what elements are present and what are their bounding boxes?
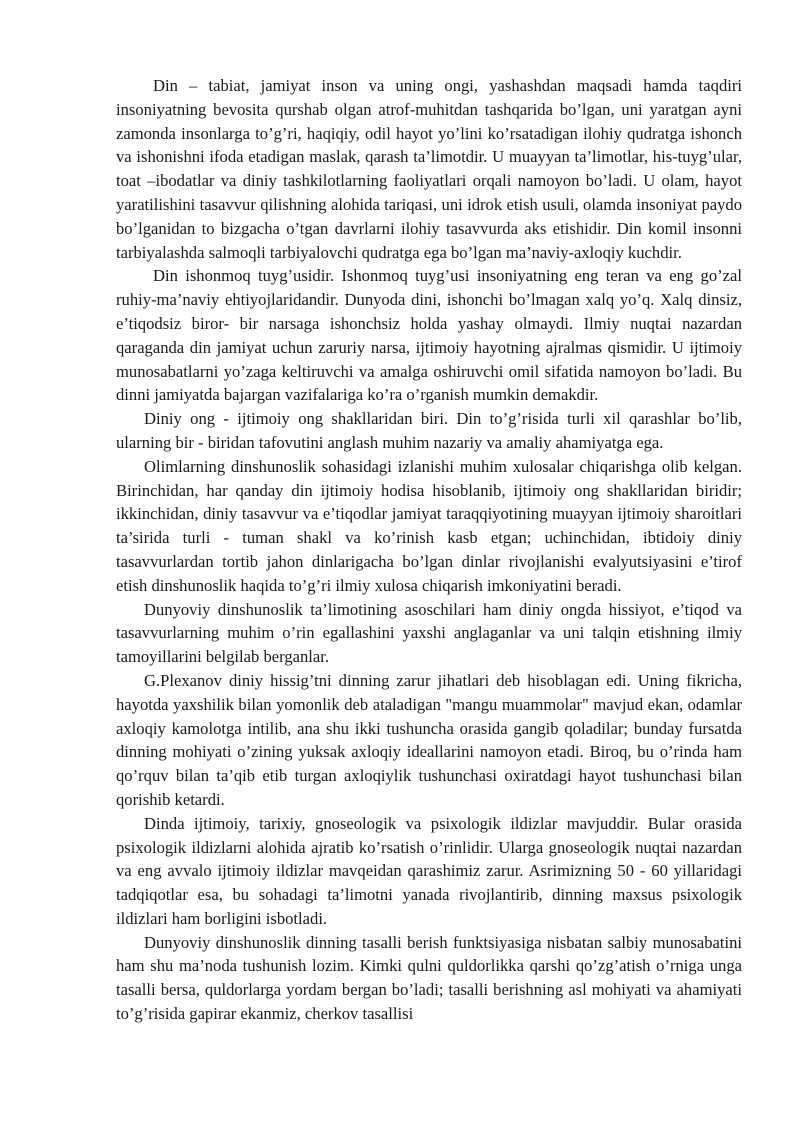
paragraph-din-definition: Din – tabiat, jamiyat inson va uning ongi, yashashdan maqsadi hamda taqdiri insoniyatning bevosita qurshab olgan atrof-muhitdan tashqarida bo’lgan, uni yaratgan ayni zamonda insonlarga to’g’ri, haqiqiy, odil hayot yo’lini ko’rsatadigan ilohiy qudratga ishonch va ishonishni ifoda etadigan maslak, qarash ta’limotdir. U muayyan ta’limotlar, his-tuyg’ular, toat –ibodatlar va diniy tashkilotlarning faoliyatlari orqali namoyon bo’ladi. U olam, hayot yaratilishini tasavvur qilishning alohida tariqasi, uni idrok etish usuli, olamda insoniyat paydo bo’lganidan to bizgacha o’tgan davrlarni ilohiy tasavvurda aks etishidir. Din komil insonni tarbiyalashda salmoqli tarbiyalovchi qudratga ega bo’lgan ma’naviy-axloqiy kuchdir. [116, 76, 742, 262]
paragraph-dunyoviy-asoschilari: Dunyoviy dinshunoslik ta’limotining asoschilari ham diniy ongda hissiyot, e’tiqod va tasavvurlarning muhim o’rin egallashini yaxshi anglaganlar va uni talqin etishning ilmiy tamoyillarini belgilab berganlar. [116, 599, 742, 667]
paragraph-tasalli: Dunyoviy dinshunoslik dinning tasalli berish funktsiyasiga nisbatan salbiy munosabatini ham shu ma’noda tushunish lozim. Kimki qulni quldorlikka qarshi qo’zg’atish o’rniga unga tasalli bersa, quldorlarga yordam bergan bo’ladi; tasalli berishning asl mohiyati va ahamiyati to’g’risida gapirar ekanmiz, cherkov tasallisi [116, 932, 742, 1024]
document-page [116, 74, 742, 1026]
paragraph-plexanov: G.Plexanov diniy hissig’tni dinning zarur jihatlari deb hisoblagan edi. Uning fikricha, hayotda yaxshilik bilan yomonlik deb ataladigan "mangu muammolar" mavjud ekan, odamlar axloqiy kamolotga intilib, ana shu ikki tushuncha orasida gangib qoladilar; bunday fursatda dinning mohiyati o’zining yuksak axloqiy ideallarini namoyon etadi. Biroq, bu o’rinda ham qo’rquv bilan ta’qib etib turgan axloqiylik tushunchasi oxiratdagi hayot tushunchasi bilan qorishib ketardi. [116, 670, 742, 809]
paragraph-din-ishonmoq: Din ishonmoq tuyg’usidir. Ishonmoq tuyg’usi insoniyatning eng teran va eng go’zal ruhiy-ma’naviy ehtiyojlaridandir. Dunyoda dini, ishonchi bo’lmagan xalq yo’q. Xalq dinsiz, e’tiqodsiz biror- bir narsaga ishonchsiz holda yashay olmaydi. Ilmiy nuqtai nazardan qaraganda din jamiyat uchun zaruriy narsa, ijtimoiy hayotning ajralmas qismidir. U ijtimoiy munosabatlarni yo’zaga keltiruvchi va amalga oshiruvchi omil sifatida namoyon bo’ladi. Bu dinni jamiyatda bajargan vazifalariga ko’ra o’rganish mumkin demakdir. [116, 266, 742, 405]
paragraph-ildizlar: Dinda ijtimoiy, tarixiy, gnoseologik va psixologik ildizlar mavjuddir. Bular orasida psixologik ildizlarni alohida ajratib ko’rsatish o’rinlidir. Ularga gnoseologik nuqtai nazardan va eng avvalo ijtimoiy ildizlar mavqeidan qarashimiz zarur. Asrimizning 50 - 60 yillaridagi tadqiqotlar esa, bu sohadagi ta’limotni yanada rivojlantirib, dinning maxsus psixologik ildizlari ham borligini isbotladi. [116, 813, 742, 928]
paragraph-olimlarning: Olimlarning dinshunoslik sohasidagi izlanishi muhim xulosalar chiqarishga olib kelgan. Birinchidan, har qanday din ijtimoiy hodisa hisoblanib, ijtimoiy ong shakllaridan biridir; ikkinchidan, diniy tasavvur va e’tiqodlar jamiyat taraqqiyotining muayyan ijtimoiy sharoitlari ta’sirida turli - tuman shakl va ko’rinish kasb etgan; uchinchidan, ibtidoiy diniy tasavvurlardan tortib jahon dinlarigacha bo’lgan dinlar rivojlanishi evalyutsiyasini e’tirof etish dinshunoslik haqida to’g’ri ilmiy xulosa chiqarish imkoniyatini beradi. [116, 456, 742, 595]
paragraph-diniy-ong: Diniy ong - ijtimoiy ong shakllaridan biri. Din to’g’risida turli xil qarashlar bo’lib, ularning bir - biridan tafovutini anglash muhim nazariy va amaliy ahamiyatga ega. [116, 409, 742, 452]
